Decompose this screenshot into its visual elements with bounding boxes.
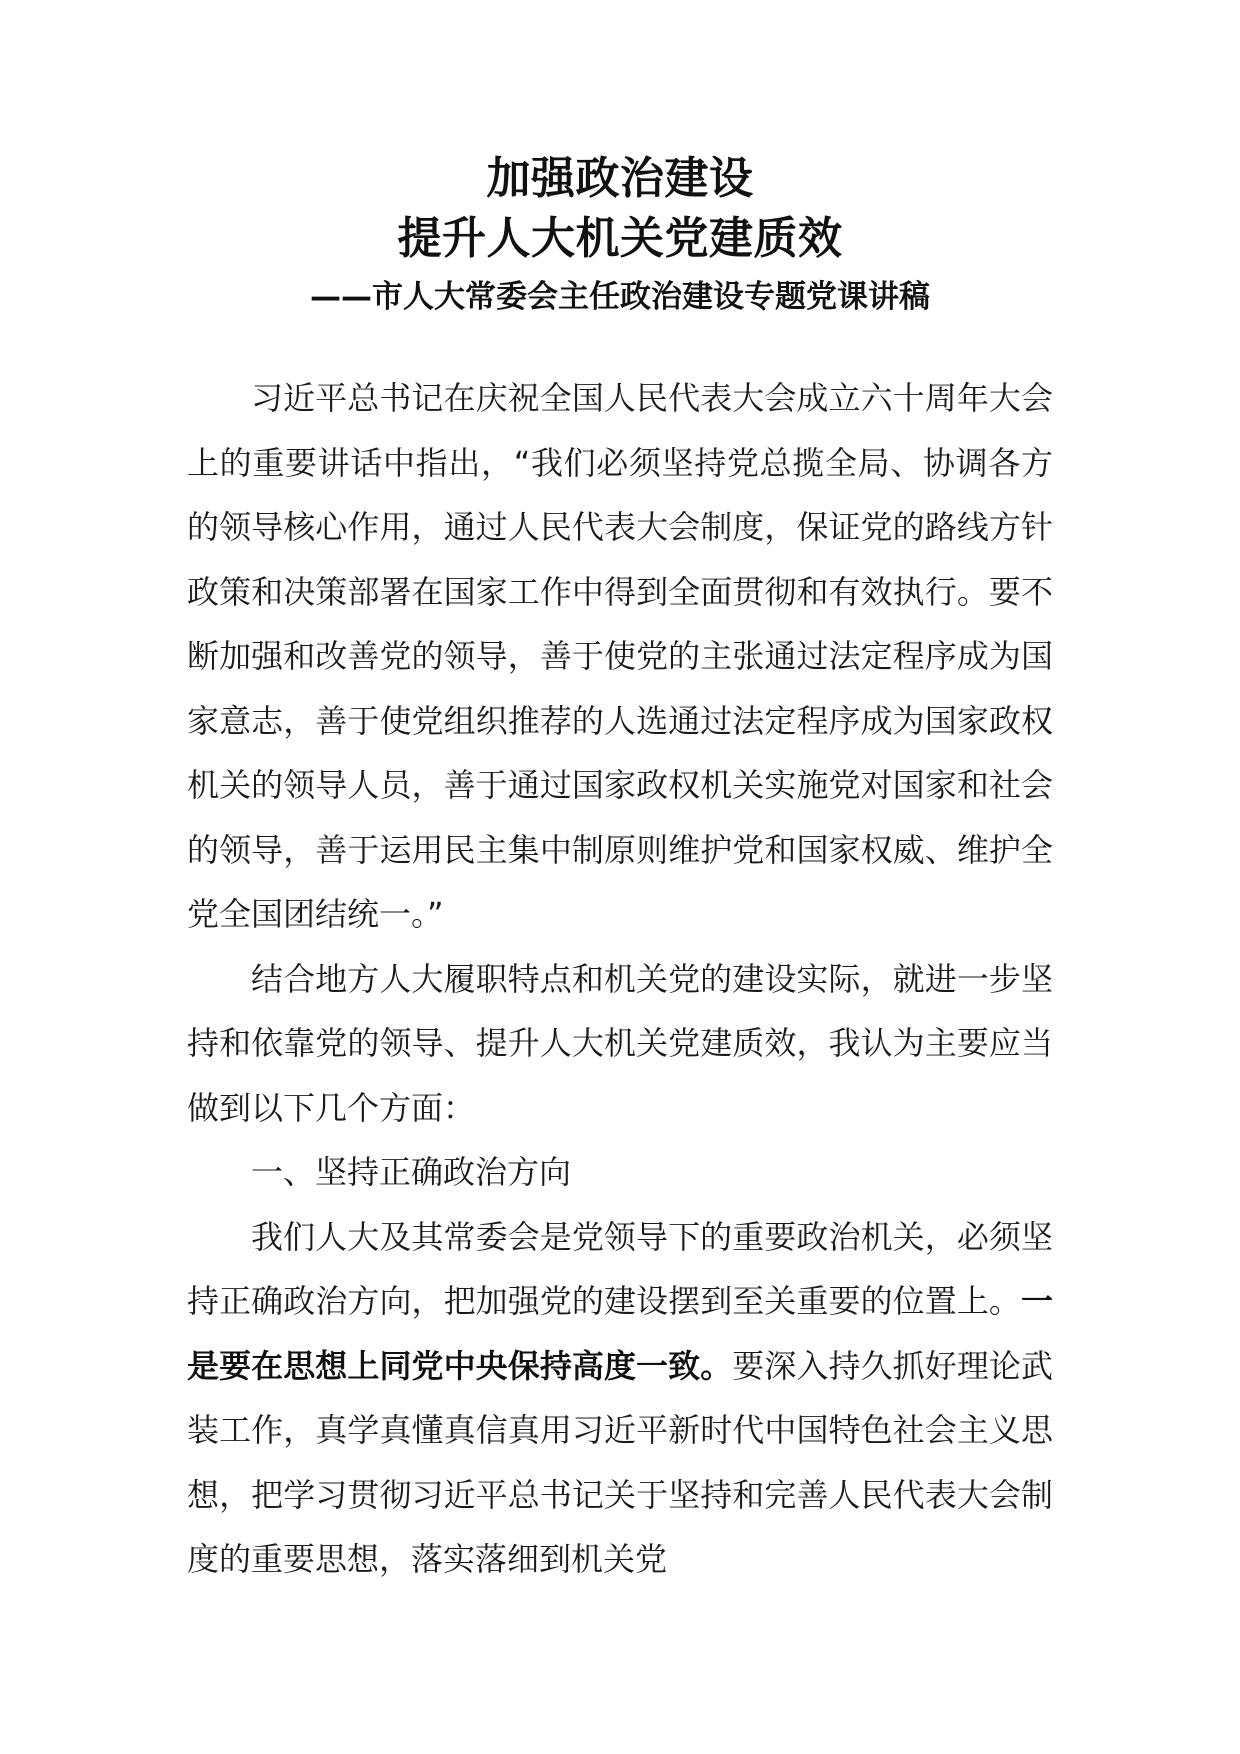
section-heading-1: 一、坚持正确政治方向: [251, 1153, 572, 1191]
document-body: [187, 366, 1053, 1592]
document-subtitle: ——市人大常委会主任政治建设专题党课讲稿: [310, 279, 930, 315]
document-title-line-1: 加强政治建设: [486, 153, 754, 204]
paragraph-3-bold-point: 一是要在思想上同党中央保持高度一致。: [187, 1282, 1053, 1385]
paragraph-2: 结合地方人大履职特点和机关党的建设实际，就进一步坚持和依靠党的领导、提升人大机关党建质效，我认为主要应当做到以下几个方面：: [187, 959, 1053, 1127]
paragraph-3-continued: 要深入持久抓好理论武装工作，真学真懂真信真用习近平新时代中国特色社会主义思想，把学习贯彻习近平总书记关于坚持和完善人民代表大会制度的重要思想，落实落细到机关党: [187, 1346, 1053, 1578]
document-title-line-2: 提升人大机关党建质效: [397, 213, 843, 264]
title-block: [0, 150, 1240, 317]
paragraph-1: 习近平总书记在庆祝全国人民代表大会成立六十周年大会上的重要讲话中指出，“我们必须坚持党总揽全局、协调各方的领导核心作用，通过人民代表大会制度，保证党的路线方针政策和决策部署在国家工作中得到全面贯彻和有效执行。要不断加强和改善党的领导，善于使党的主张通过法定程序成为国家意志，善于使党组织推荐的人选通过法定程序成为国家政权机关的领导人员，善于通过国家政权机关实施党对国家和社会的领导，善于运用民主集中制原则维护党和国家权威、维护全党全国团结统一。”: [187, 379, 1053, 933]
paragraph-3-intro: 我们人大及其常委会是党领导下的重要政治机关，必须坚持正确政治方向，把加强党的建设摆到至关重要的位置上。: [187, 1217, 1053, 1320]
paragraph-3: [187, 1205, 1053, 1592]
